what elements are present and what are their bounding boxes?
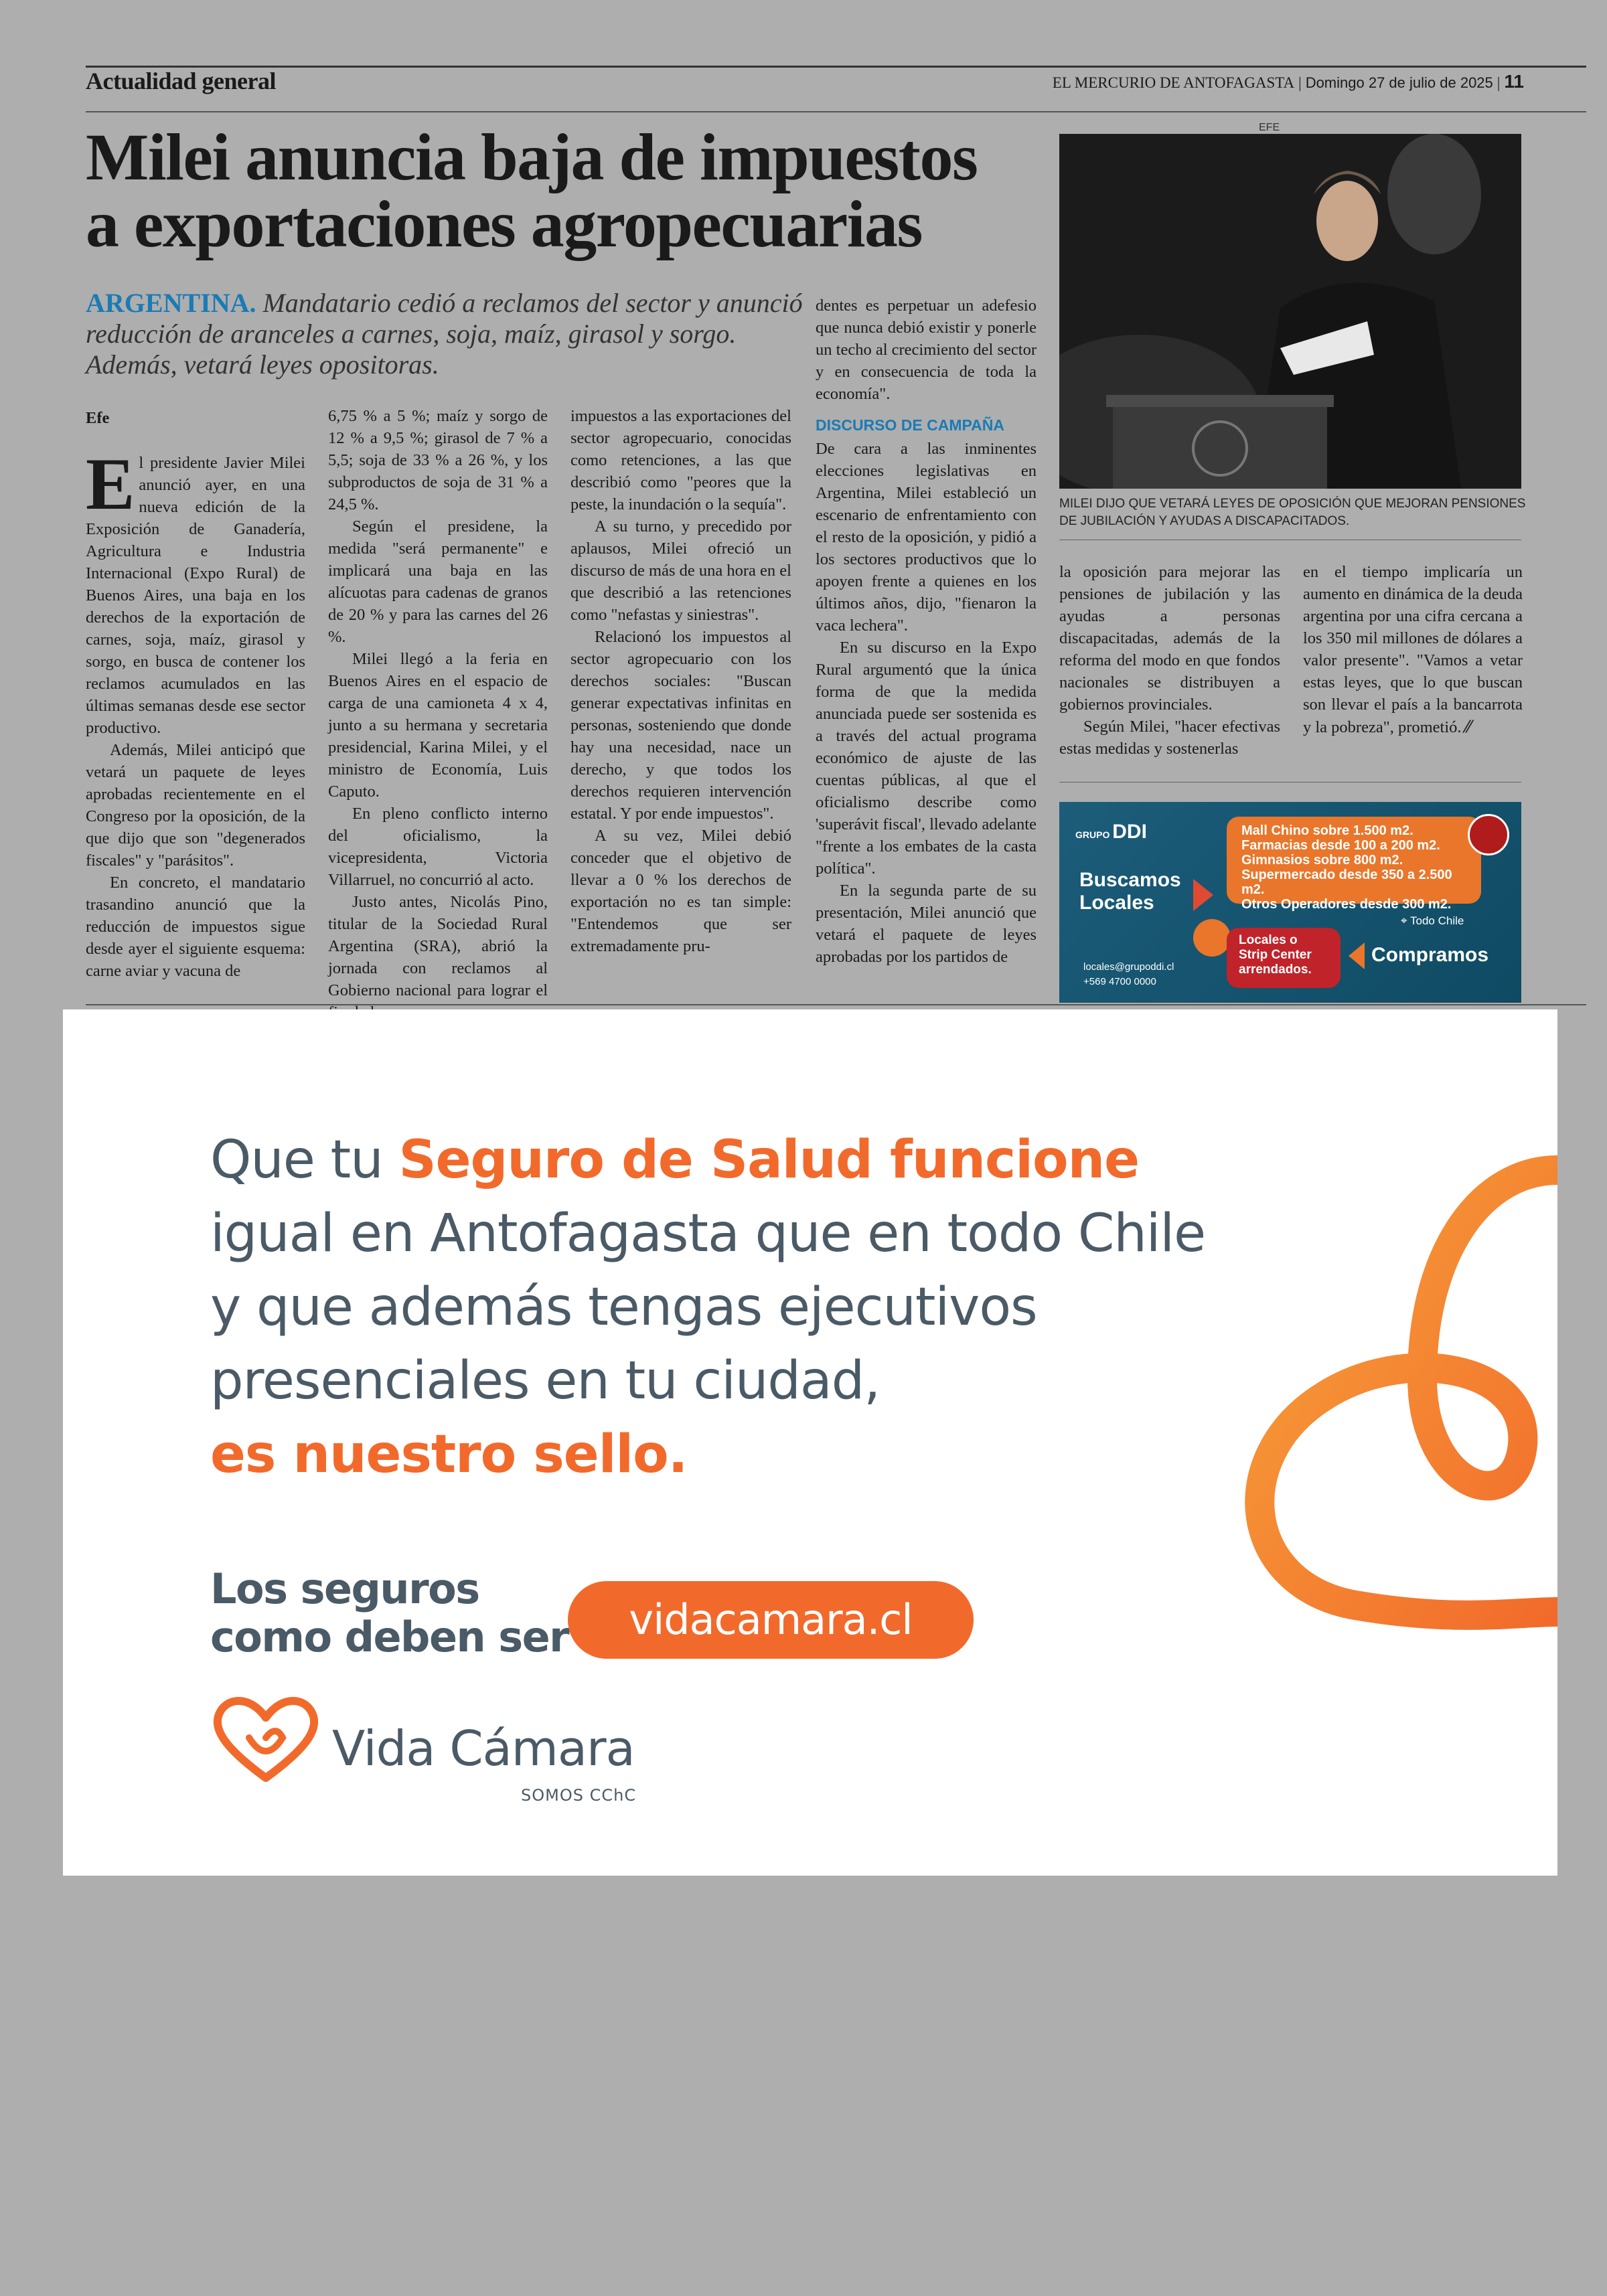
photo-credit: EFE <box>1259 122 1280 133</box>
page-number: 11 <box>1504 71 1524 92</box>
paragraph: Según el presidene, la medida "será permanente" e implicará una baja en las alícuotas para cadenas de granos de 20 % y para las carnes del 26 %. <box>328 517 548 646</box>
paragraph: En concreto, el mandatario trasandino anunció que la reducción de impuestos sigue desde ayer el siguiente esquema: carne aviar y vacuna de <box>86 874 305 980</box>
news-photo <box>1059 134 1521 489</box>
slogan-line-1: Los seguros <box>210 1564 479 1613</box>
header-rule-top <box>86 66 1586 68</box>
compramos-heading: Compramos <box>1371 944 1489 966</box>
ad-line-1: Que tu Seguro de Salud funcione <box>210 1130 1140 1190</box>
page-bottom-rule <box>86 1004 1586 1005</box>
paragraph: De cara a las inminentes elecciones legislativas en Argentina, Milei estableció un escenario de enfrentamiento con el resto de la oposición, y pidió a los sectores productivos que lo apoyen frente a quienes en los últimos años, dijo, "fienaron la vaca lechera". <box>816 440 1037 635</box>
paragraph: impuestos a las exportaciones del sector agropecuario, conocidas como retenciones, a las que describió como "peores que la peste, la inundación o la sequía". <box>570 407 791 513</box>
paragraph: Relacionó los impuestos al sector agropecuario con los derechos sociales: "Buscan generar expectativas infinitas en personas, sosteniendo que donde hay una necesidad, nace un derecho, y que todos los derechos requieren intervención estatal. Y por ende impuestos". <box>570 628 791 823</box>
paragraph: En su discurso en la Expo Rural argumentó que la única forma de que la medida anunciada puede ser sostenida es a través del actual programa económico de ajuste de las cuentas públicas, al que el oficialismo describe como 'superávit fiscal', llevado adelante "frente a los embates de la casta política". <box>816 639 1037 878</box>
buscamos-heading: Buscamos Locales <box>1079 869 1181 914</box>
vida-camara-heart-icon <box>209 1691 323 1785</box>
arrow-left-icon <box>1349 942 1365 969</box>
lead-text: Mandatario cedió a reclamos del sector y anunció reducción de aranceles a carnes, soja, maíz, girasol y sorgo. Además, vetará leyes opositoras. <box>86 288 803 380</box>
paragraph: En la segunda parte de su presentación, Milei anunció que vetará el paquete de leyes aprobadas por los partidos de <box>816 882 1037 966</box>
section-label: Actualidad general <box>86 68 276 94</box>
paper-name: EL MERCURIO DE ANTOFAGASTA <box>1052 74 1295 91</box>
ad-copy <box>210 1123 1205 1491</box>
article-end-divider <box>1059 782 1521 783</box>
orange-swirl-graphic <box>1201 1143 1557 1746</box>
space-item: Gimnasios sobre 800 m2. <box>1241 853 1403 868</box>
contact-email[interactable]: locales@grupoddi.cl <box>1083 961 1174 973</box>
byline: Efe <box>86 409 110 427</box>
store-icon <box>1193 919 1231 957</box>
paragraph: 6,75 % a 5 %; maíz y sorgo de 12 % a 9,5 %; girasol de 7 % a 5,5; soja de 33 % a 26 %, y los subproductos de soja de 31 % a 24,5 %. <box>328 407 548 513</box>
headline-line-1: Milei anuncia baja de impuestos <box>86 120 978 194</box>
article-column-1 <box>86 407 305 982</box>
article-column-6 <box>1303 561 1523 738</box>
todo-chile-label: ⌖ Todo Chile <box>1401 914 1464 927</box>
article-column-3 <box>570 405 791 957</box>
brand-name: Vida Cámara <box>332 1720 635 1777</box>
slogan <box>210 1565 568 1661</box>
paragraph: dentes es perpetuar un adefesio que nunca debió existir y ponerle un techo al crecimiento del sector y en consecuencia de toda la economía". <box>816 297 1037 403</box>
contact-phone[interactable]: +569 4700 0000 <box>1083 976 1156 987</box>
ad-line-5: es nuestro sello. <box>210 1424 688 1485</box>
issue-date: Domingo 27 de julio de 2025 <box>1305 74 1493 91</box>
rented-locals-box: Locales o Strip Center arrendados. <box>1227 928 1341 988</box>
vida-camara-advertisement[interactable] <box>63 1009 1557 1876</box>
lead-paragraph <box>86 288 822 380</box>
contact-info <box>1083 960 1174 989</box>
paragraph: la oposición para mejorar las pensiones de jubilación y las ayudas a personas discapacitadas, además de la reforma del modo en que fondos nacionales se distribuyen a gobiernos provinciales. <box>1059 563 1280 714</box>
photo-illustration <box>1059 134 1521 489</box>
ddi-advertisement[interactable] <box>1059 802 1521 1003</box>
location-pin-icon <box>1468 814 1509 855</box>
masthead: EL MERCURIO DE ANTOFAGASTA | Domingo 27 de julio de 2025 | 11 <box>1052 71 1524 92</box>
paragraph: A su vez, Milei debió conceder que el objetivo de llevar a 0 % los derechos de exportación no es tan simple: "Entendemos que ser extremadamente pru- <box>570 827 791 955</box>
paragraph: Según Milei, "hacer efectivas estas medidas y sostenerlas <box>1059 718 1280 758</box>
kicker: ARGENTINA. <box>86 288 256 318</box>
photo-caption: MILEI DIJO QUE VETARÁ LEYES DE OPOSICIÓN QUE MEJORAN PENSIONES DE JUBILACIÓN Y AYUDAS A DISCAPACITADOS. <box>1059 497 1526 528</box>
subhead: DISCURSO DE CAMPAÑA <box>816 416 1004 434</box>
ad-line-3: y que además tengas ejecutivos <box>210 1277 1037 1337</box>
space-item: Farmacias desde 100 a 200 m2. <box>1241 838 1440 853</box>
paragraph: Milei llegó a la feria en Buenos Aires en el espacio de carga de una camioneta 4 x 4, junto a su hermana y secretaria presidencial, Karina Milei, y el ministro de Economía, Luis Caputo. <box>328 650 548 801</box>
paragraph: A su turno, y precedido por aplausos, Milei ofreció un discurso de más de una hora en el que describió a las retenciones como "nefastas y siniestras". <box>570 517 791 624</box>
article-column-2 <box>328 405 548 1023</box>
ad-line-2: igual en Antofagasta que en todo Chile <box>210 1204 1206 1264</box>
website-button[interactable]: vidacamara.cl <box>568 1581 974 1659</box>
article-column-5 <box>1059 561 1280 760</box>
headline <box>86 120 1110 261</box>
paragraph: en el tiempo implicaría un aumento en dinámica de la deuda argentina por una cifra cercana a los 350 mil millones de dólares a valor presente". "Vamos a vetar estas leyes, que lo que buscan son llevar el país a la bancarrota y la pobreza", prometió. ⁄⁄ <box>1303 563 1523 736</box>
paragraph: Además, Milei anticipó que vetará un paquete de leyes aprobadas recientemente en el Congreso por la oposición, de la que dijo que son "degenerados fiscales" y "parásitos". <box>86 741 305 870</box>
slogan-line-2: como deben ser <box>210 1613 569 1661</box>
space-item: Mall Chino sobre 1.500 m2. <box>1241 823 1413 838</box>
drop-cap: E <box>86 443 135 525</box>
article-column-4 <box>816 295 1037 968</box>
space-item: Supermercado desde 350 a 2.500 m2. <box>1241 868 1452 897</box>
space-item: Otros Operadores desde 300 m2. <box>1241 897 1452 912</box>
paragraph: Justo antes, Nicolás Pino, titular de la Sociedad Rural Argentina (SRA), abrió la jornada con reclamos al Gobierno nacional para lograr el <box>328 893 548 999</box>
header-rule-bottom <box>86 111 1586 112</box>
space-list <box>1227 817 1481 912</box>
arrow-right-icon <box>1193 879 1213 911</box>
paragraph: En pleno conflicto interno del oficialismo, la vicepresidenta, Victoria Villarruel, no concurrió al acto. <box>328 805 548 889</box>
ddi-logo: GRUPO DDI <box>1075 821 1147 843</box>
brand-tagline: SOMOS CChC <box>521 1786 637 1805</box>
paragraph: El presidente Javier Milei anunció ayer, en una nueva edición de la Exposición de Ganadería, Agricultura e Industria Internacional (Expo Rural) de Buenos Aires, una baja en los derechos de la exportación de carnes, soja, maíz, girasol y sorgo, en busca de contener los reclamos acumulados en las últimas semanas desde ese sector productivo. <box>86 443 305 737</box>
end-mark-icon: ⁄⁄ <box>1465 717 1471 736</box>
ad-line-4: presenciales en tu ciudad, <box>210 1351 880 1411</box>
headline-line-2: a exportaciones agropecuarias <box>86 187 922 261</box>
